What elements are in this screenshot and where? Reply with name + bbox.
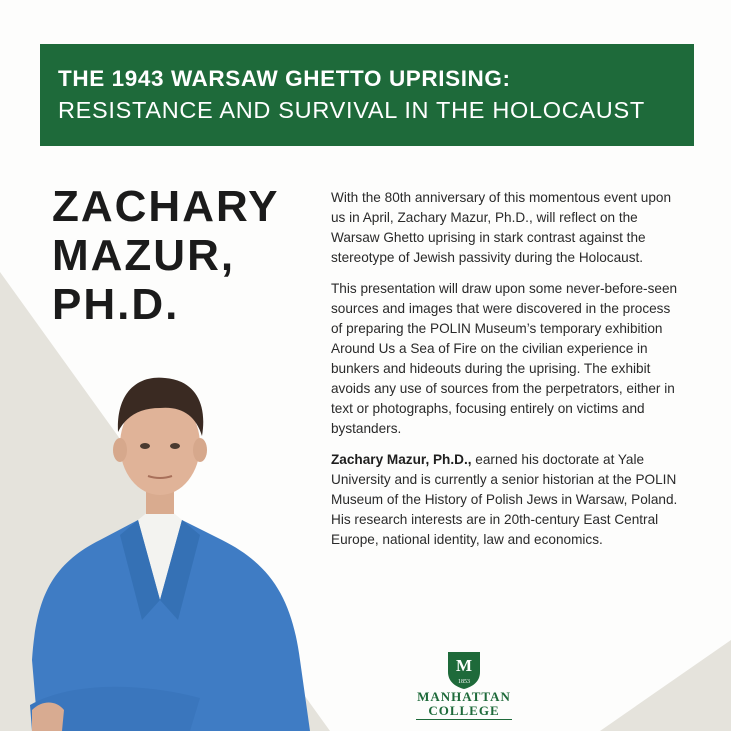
bio-name: Zachary Mazur, Ph.D., xyxy=(331,452,472,467)
speaker-name-line2: MAZUR, xyxy=(52,231,236,280)
description-paragraph-1: With the 80th anniversary of this momentous event upon us in April, Zachary Mazur, Ph.D., will reflect on the Warsaw Ghetto uprising in stark contrast against the stereotype of Jewish passivity during the Holocaust. xyxy=(331,190,672,265)
speaker-portrait xyxy=(10,360,330,731)
bio-text: earned his doctorate at Yale University and is currently a senior historian at the POLIN Museum of the History of Polish Jews in Warsaw, Poland. His research interests are in 20th-century East Central Europe, national identity, law and economics. xyxy=(331,452,678,547)
speaker-name-line3: PH.D. xyxy=(52,280,180,329)
logo-year: 1853 xyxy=(458,679,470,685)
banner-title-line2: RESISTANCE AND SURVIVAL IN THE HOLOCAUST xyxy=(58,97,645,123)
logo-underline xyxy=(416,719,512,720)
description-paragraph-2: This presentation will draw upon some never-before-seen sources and images that were discovered in the process of preparing the POLIN Museum’s temporary exhibition Around Us a Sea of Fire on the civilian experience in bunkers and hideouts during the uprising. The exhibit avoids any use of sources from the perpetrators, either in text or photographs, focusing entirely on victims and bystanders. xyxy=(331,281,678,436)
speaker-bio xyxy=(331,450,683,550)
manhattan-college-logo xyxy=(408,650,520,728)
speaker-name xyxy=(52,182,312,329)
logo-line2: COLLEGE xyxy=(428,703,500,718)
event-description xyxy=(331,188,683,561)
college-shield-icon xyxy=(444,650,484,690)
logo-monogram: M xyxy=(455,656,473,675)
speaker-name-line1: ZACHARY xyxy=(52,182,280,231)
banner-title-line1: THE 1943 WARSAW GHETTO UPRISING: xyxy=(58,66,511,91)
logo-line1: MANHATTAN xyxy=(417,689,511,704)
title-banner xyxy=(40,44,694,146)
